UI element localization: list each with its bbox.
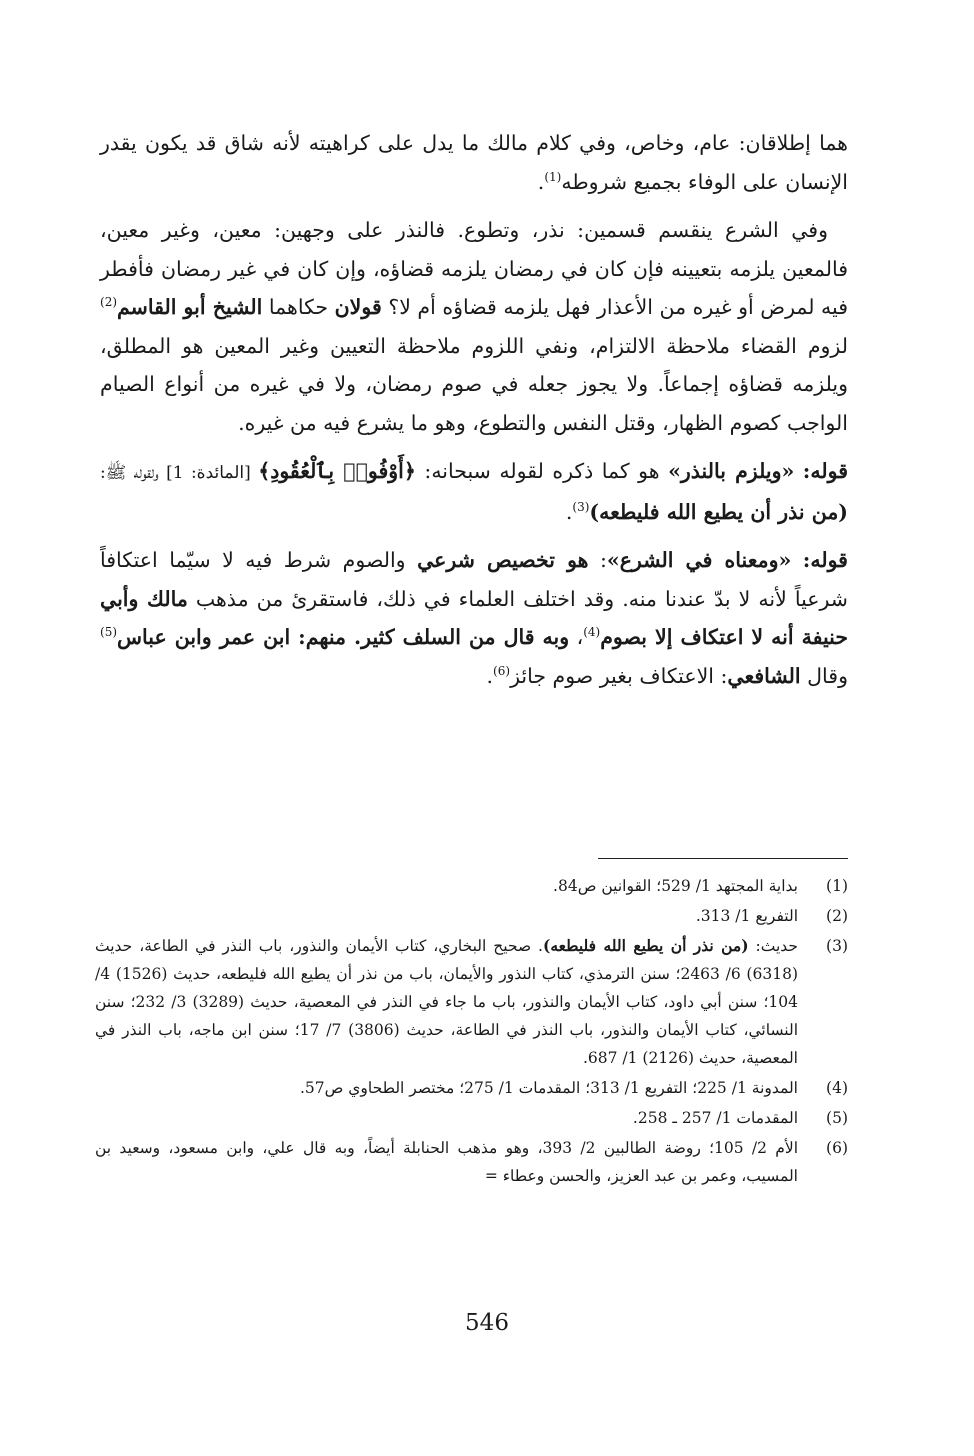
paragraph-1-end: . [537,169,545,194]
footnote-text: المقدمات 1/ 257 ـ 258. [632,1109,798,1127]
footnote-hadith: (من نذر أن يطيع الله فليطعه) [542,936,749,955]
footnote-ref-6: (6) [493,663,511,678]
footnote-number: (4) [826,1079,848,1097]
paragraph-2-cont: لزوم القضاء ملاحظة الالتزام، ونفي اللزوم ملاحظة التعيين وغير المعين هو المطلق، ويلزمه قضاؤه إجماعاً. ولا يجوز جعله في صوم رمضان، ولا في غيره من أنواع الصيام الواجب كصوم الظهار، وقتل النفس والتطوع، وهو ما يشرع فيه من غيره. [100,333,848,435]
text-span: وقال [800,663,848,688]
bold-abu-alqasim: الشيخ أبو القاسم [117,295,263,319]
text-span: . [565,499,573,524]
footnote-6 [95,1134,848,1190]
footnote-ref-3: (3) [572,499,590,514]
bold-qawlan: قولان [334,295,382,319]
page-number: 546 [465,1310,509,1336]
paragraph-4 [100,541,848,695]
text-span: هو كما ذكره لقوله سبحانه: [415,459,669,483]
paragraph-3 [100,452,848,531]
text-span: : الاعتكاف بغير صوم جائز [510,663,728,688]
paragraph-1 [100,124,848,201]
footnote-number: (1) [826,877,848,895]
footnote-text: الأم 2/ 105؛ روضة الطالبين 2/ 393، وهو مذهب الحنابلة أيضاً، وبه قال علي، وابن مسعود، وسعيد بن المسيب، وعمر بن عبد العزيز، والحسن وعطاء = [95,1139,798,1185]
bold-shafii: الشافعي [727,663,801,688]
paragraph-2 [100,211,848,442]
footnotes [95,872,848,1192]
paragraph-2-text: وفي الشرع ينقسم قسمين: نذر، وتطوع. فالنذر على وجهين: معين، وغير معين، فالمعين يلزمه بتعيينه فإن كان في رمضان يلزمه قضاؤه، وإن كان في غير رمضان فأفطر فيه لمرض أو غيره من الأعذار فهل يلزمه قضاؤه أم لا؟ [100,218,849,319]
footnote-number: (3) [826,937,848,955]
footnote-ref-1: (1) [544,169,562,184]
bold-salaf: وبه قال من السلف كثير. منهم: ابن عمر وابن عباس [117,625,570,649]
text-span: ، [569,625,584,649]
footnote-ref-5: (5) [100,625,118,640]
footnote-text: بداية المجتهد 1/ 529؛ القوانين ص84. [553,877,798,895]
footnote-number: (5) [826,1109,848,1127]
footnote-text: . صحيح البخاري، كتاب الأيمان والنذور، باب النذر في الطاعة، حديث (6318) 6/ 2463؛ سنن الترمذي، كتاب النذور والأيمان، باب من نذر أن يطيع الله فليطعه، حديث (1526) 4/ 104؛ سنن أبي داود، كتاب الأيمان والنذور، باب ما جاء في النذر في المعصية، حديث (3289) 3/ 232؛ سنن النسائي، كتاب الأيمان والنذور، باب النذر في الطاعة، حديث (3806) 7/ 17؛ سنن ابن ماجه، باب النذر في المعصية، حديث (2126) 1/ 687. [95,937,798,1067]
quote-maanahu: «ومعناه في الشرع» [606,548,792,572]
footnote-5 [95,1104,848,1132]
footnote-1 [95,872,848,900]
footnote-text: التفريع 1/ 313. [695,907,798,925]
bold-malik-abu-hanifa: مالك وأبي حنيفة أنه لا اعتكاف إلا بصوم [100,586,848,649]
footnote-2 [95,902,848,930]
text-span: . [486,663,494,688]
footnote-prefix: حديث: [748,937,798,955]
footnote-3 [95,932,848,1072]
footnote-ref-2: (2) [100,295,118,310]
footnote-number: (2) [826,907,848,925]
text-span: حكاهما [262,295,335,319]
bold-takhsis: هو تخصيص شرعي [417,548,589,572]
footnote-4 [95,1074,848,1102]
qawluhu-label: قوله: [802,548,848,572]
footnote-text: المدونة 1/ 225؛ التفريع 1/ 313؛ المقدمات 1/ 275؛ مختصر الطحاوي ص57. [299,1079,798,1097]
footnote-ref-4: (4) [583,625,601,640]
hadith-quote: (من نذر أن يطيع الله فليطعه) [589,499,848,524]
footnote-separator [598,858,848,859]
footnote-number: (6) [826,1139,848,1157]
quote-nadhr: «ويلزم بالنذر» [668,459,795,483]
main-text [100,124,848,705]
ayah-quote: ﴿أَوْفُوا۟ بِٱلْعُقُودِ﴾ [258,459,416,483]
qawluhu-label: قوله: [802,459,848,483]
text-span: والصوم شرط فيه لا سيّما اعتكافاً شرعياً لأنه لا بدّ عندنا منه. وقد اختلف العلماء في ذلك، فاستقرئ من مذهب [100,548,848,611]
surah-reference: [المائدة: 1] ولقوله ﷺ: [100,463,259,483]
paragraph-1-text: هما إطلاقان: عام، وخاص، وفي كلام مالك ما يدل على كراهيته لأنه شاق قد يكون يقدر الإنسان على الوفاء بجميع شروطه [100,131,848,194]
text-span: : [588,548,607,572]
